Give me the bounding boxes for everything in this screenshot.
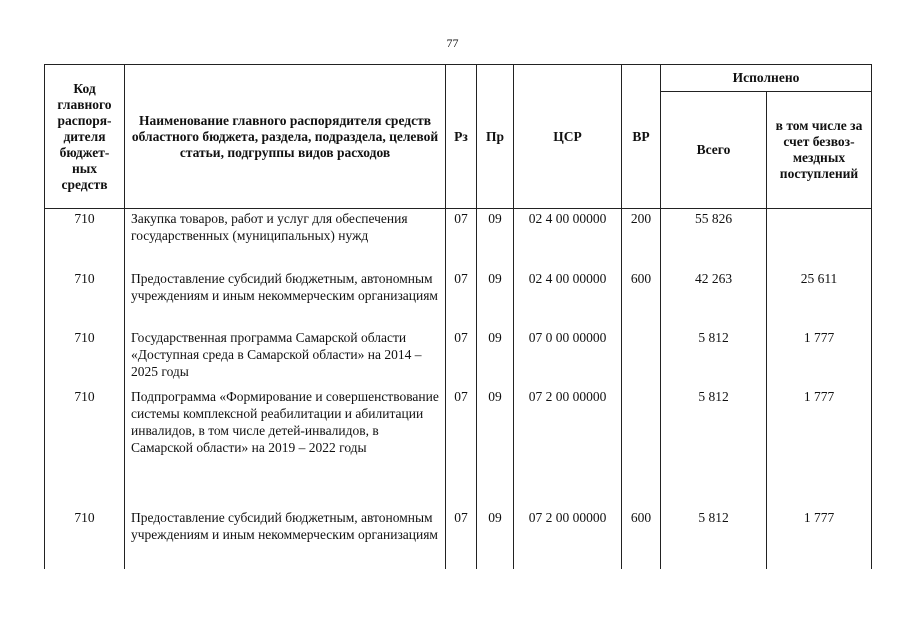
cell-csr: 02 4 00 00000 — [514, 209, 622, 270]
cell-vr: 600 — [622, 269, 661, 328]
cell-name: Государственная программа Самарской области «Доступная среда в Самарской области» на 2014 – 2025 годы — [125, 328, 446, 387]
cell-total: 55 826 — [661, 209, 767, 270]
header-csr: ЦСР — [514, 65, 622, 209]
cell-free: 1 777 — [767, 387, 872, 508]
header-executed: Исполнено — [661, 65, 872, 92]
cell-name: Закупка товаров, работ и услуг для обеспечения государственных (муниципальных) нужд — [125, 209, 446, 270]
table-row — [45, 209, 872, 270]
cell-total: 5 812 — [661, 387, 767, 508]
cell-rz: 07 — [446, 508, 477, 569]
table-row — [45, 269, 872, 328]
cell-csr: 07 0 00 00000 — [514, 328, 622, 387]
cell-csr: 02 4 00 00000 — [514, 269, 622, 328]
cell-free: 1 777 — [767, 508, 872, 569]
cell-vr — [622, 387, 661, 508]
cell-name: Подпрограмма «Формирование и совершенствование системы комплексной реабилитации и абилитации инвалидов, в том числе детей-инвалидов, в Самарской области» на 2019 – 2022 годы — [125, 387, 446, 508]
header-rz: Рз — [446, 65, 477, 209]
cell-csr: 07 2 00 00000 — [514, 508, 622, 569]
cell-code: 710 — [45, 269, 125, 328]
header-code: Код главного распоря-дителя бюджет-ных средств — [45, 65, 125, 209]
cell-code: 710 — [45, 328, 125, 387]
table-row — [45, 508, 872, 569]
cell-pr: 09 — [477, 209, 514, 270]
page-number: 77 — [446, 36, 459, 50]
cell-vr: 200 — [622, 209, 661, 270]
cell-name: Предоставление субсидий бюджетным, автономным учреждениям и иным некоммерческим организациям — [125, 269, 446, 328]
cell-vr — [622, 328, 661, 387]
cell-total: 42 263 — [661, 269, 767, 328]
cell-vr: 600 — [622, 508, 661, 569]
cell-pr: 09 — [477, 328, 514, 387]
cell-free: 25 611 — [767, 269, 872, 328]
header-pr: Пр — [477, 65, 514, 209]
cell-pr: 09 — [477, 387, 514, 508]
cell-total: 5 812 — [661, 508, 767, 569]
cell-rz: 07 — [446, 269, 477, 328]
cell-pr: 09 — [477, 269, 514, 328]
cell-rz: 07 — [446, 328, 477, 387]
header-name: Наименование главного распорядителя средств областного бюджета, раздела, подраздела, целевой статьи, подгруппы видов расходов — [125, 65, 446, 209]
table-header — [45, 65, 872, 209]
cell-pr: 09 — [477, 508, 514, 569]
header-vr: ВР — [622, 65, 661, 209]
cell-csr: 07 2 00 00000 — [514, 387, 622, 508]
cell-code: 710 — [45, 209, 125, 270]
table-row — [45, 387, 872, 508]
cell-free — [767, 209, 872, 270]
cell-rz: 07 — [446, 387, 477, 508]
cell-name: Предоставление субсидий бюджетным, автономным учреждениям и иным некоммерческим организациям — [125, 508, 446, 569]
budget-table — [44, 64, 872, 569]
cell-code: 710 — [45, 508, 125, 569]
cell-free: 1 777 — [767, 328, 872, 387]
cell-code: 710 — [45, 387, 125, 508]
cell-total: 5 812 — [661, 328, 767, 387]
table-row — [45, 328, 872, 387]
table-body — [45, 209, 872, 570]
cell-rz: 07 — [446, 209, 477, 270]
header-free: в том числе за счет безвоз-мездных поступлений — [767, 92, 872, 209]
header-total: Всего — [661, 92, 767, 209]
